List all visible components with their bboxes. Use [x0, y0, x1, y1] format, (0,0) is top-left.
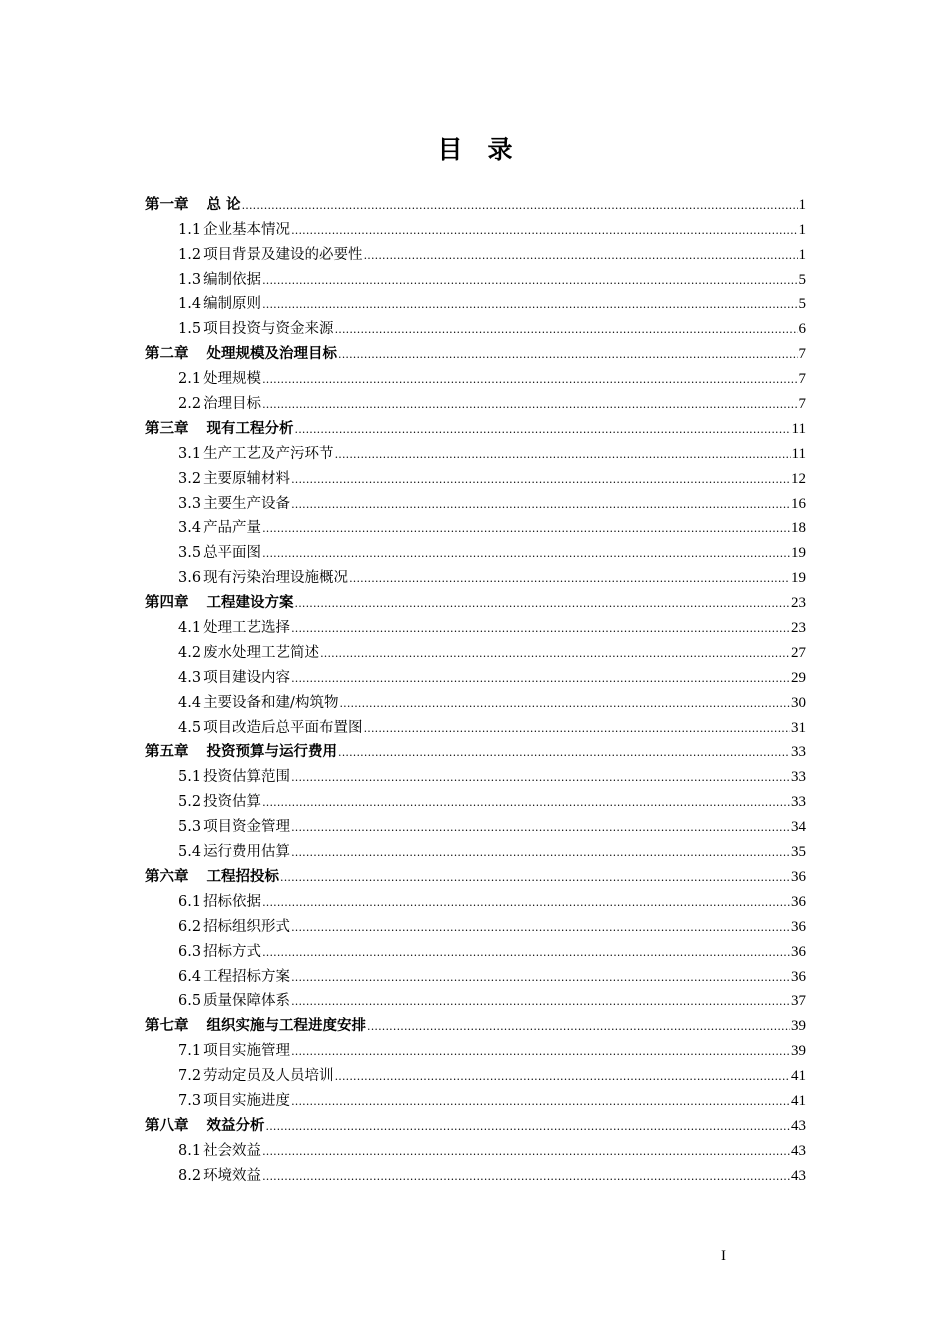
- page-number: I: [721, 1248, 726, 1264]
- toc-entry-title: 总 论: [206, 195, 241, 213]
- toc-entry-number: 1.3: [178, 271, 202, 288]
- toc-dot-leader: [291, 843, 790, 861]
- toc-entry-number: 1.4: [178, 296, 202, 313]
- toc-section-entry[interactable]: [145, 961, 806, 986]
- toc-entry-heading: [178, 719, 363, 737]
- toc-dot-leader: [262, 519, 790, 537]
- toc-entry-number: 1.1: [178, 221, 202, 238]
- toc-page-number: 39: [791, 1018, 806, 1035]
- toc-entry-number: 5.2: [178, 794, 202, 811]
- toc-dot-leader: [291, 470, 790, 488]
- toc-entry-heading: [178, 246, 363, 264]
- toc-entry-number: 6.1: [178, 893, 202, 910]
- toc-page-number: 31: [791, 719, 806, 736]
- toc-entry-title: 招标依据: [203, 893, 262, 910]
- toc-dot-leader: [266, 1117, 791, 1135]
- toc-entry-title: 项目资金管理: [203, 819, 291, 836]
- toc-dot-leader: [242, 196, 798, 214]
- toc-section-entry[interactable]: [145, 513, 806, 538]
- toc-entry-heading: [178, 619, 290, 637]
- toc-entry-heading: [178, 544, 261, 562]
- toc-dot-leader: [291, 619, 790, 637]
- toc-page-number: 5: [798, 271, 806, 288]
- toc-section-entry[interactable]: [145, 1035, 806, 1060]
- toc-entry-title: 治理目标: [203, 396, 262, 413]
- toc-section-entry[interactable]: [145, 438, 806, 463]
- toc-entry-number: 2.2: [178, 396, 202, 413]
- toc-entry-title: 主要设备和建/构筑物: [203, 694, 339, 711]
- toc-entry-number: 4.4: [178, 694, 202, 711]
- toc-entry-title: 编制原则: [203, 296, 262, 313]
- toc-page-number: 30: [791, 694, 806, 711]
- toc-entry-title: 项目建设内容: [203, 669, 291, 686]
- toc-entry-heading: [145, 196, 241, 214]
- toc-page-number: 36: [791, 918, 806, 935]
- toc-page-number: 43: [791, 1142, 806, 1159]
- toc-page-number: 36: [791, 893, 806, 910]
- toc-dot-leader: [338, 743, 790, 761]
- toc-page-number: 1: [798, 221, 806, 238]
- toc-page-number: 39: [791, 1043, 806, 1060]
- toc-entry-title: 投资预算与运行费用: [206, 743, 337, 761]
- toc-entry-number: 第五章: [145, 743, 189, 761]
- toc-entry-title: 总平面图: [203, 545, 262, 562]
- toc-dot-leader: [295, 420, 791, 438]
- toc-entry-title: 编制依据: [203, 271, 262, 288]
- toc-section-entry[interactable]: [145, 488, 806, 513]
- toc-page-number: 37: [791, 993, 806, 1010]
- toc-entry-number: 3.3: [178, 495, 202, 512]
- toc-dot-leader: [364, 246, 798, 264]
- toc-entry-title: 社会效益: [203, 1142, 262, 1159]
- toc-page-number: 19: [791, 570, 806, 587]
- toc-entry-number: 6.4: [178, 968, 202, 985]
- toc-page-number: 12: [791, 470, 806, 487]
- toc-dot-leader: [262, 1142, 790, 1160]
- toc-entry-title: 项目实施管理: [203, 1043, 291, 1060]
- toc-dot-leader: [262, 943, 790, 961]
- toc-section-entry[interactable]: [145, 463, 806, 488]
- toc-entry-title: 企业基本情况: [203, 221, 291, 238]
- toc-entry-number: 第一章: [145, 195, 189, 213]
- toc-entry-heading: [145, 1017, 366, 1035]
- toc-entry-title: 投资估算: [203, 794, 262, 811]
- toc-entry-title: 组织实施与工程进度安排: [206, 1017, 366, 1035]
- toc-page-number: 5: [798, 296, 806, 313]
- toc-dot-leader: [262, 271, 797, 289]
- toc-section-entry[interactable]: [145, 911, 806, 936]
- toc-entry-number: 7.3: [178, 1092, 202, 1109]
- toc-entry-heading: [178, 295, 261, 313]
- toc-entry-title: 项目背景及建设的必要性: [203, 246, 363, 263]
- toc-entry-heading: [178, 1092, 290, 1110]
- toc-section-entry[interactable]: [145, 1135, 806, 1160]
- toc-page-number: 36: [791, 968, 806, 985]
- toc-dot-leader: [291, 495, 790, 513]
- toc-entry-heading: [178, 694, 338, 712]
- toc-entry-heading: [178, 943, 261, 961]
- toc-dot-leader: [262, 793, 790, 811]
- toc-entry-number: 5.4: [178, 844, 202, 861]
- toc-entry-number: 3.4: [178, 520, 202, 537]
- toc-chapter-entry[interactable]: [145, 413, 806, 438]
- toc-entry-number: 第四章: [145, 594, 189, 612]
- toc-page-number: 7: [798, 346, 806, 363]
- page-title: 目 录: [437, 135, 513, 164]
- toc-dot-leader: [335, 1067, 790, 1085]
- toc-page-number: 41: [791, 1092, 806, 1109]
- toc-entry-number: 第七章: [145, 1017, 189, 1035]
- toc-section-entry[interactable]: [145, 388, 806, 413]
- toc-page-number: 7: [798, 396, 806, 413]
- toc-dot-leader: [291, 818, 790, 836]
- toc-section-entry[interactable]: [145, 936, 806, 961]
- toc-dot-leader: [364, 719, 790, 737]
- toc-page-number: 23: [791, 620, 806, 637]
- toc-entry-heading: [145, 345, 337, 363]
- toc-section-entry[interactable]: [145, 289, 806, 314]
- toc-entry-number: 7.2: [178, 1068, 202, 1085]
- toc-entry-title: 处理规模: [203, 371, 262, 388]
- toc-entry-title: 项目投资与资金来源: [203, 321, 334, 338]
- toc-entry-title: 处理工艺选择: [203, 620, 291, 637]
- toc-dot-leader: [335, 320, 798, 338]
- toc-entry-heading: [178, 320, 334, 338]
- toc-section-entry[interactable]: [145, 786, 806, 811]
- toc-section-entry[interactable]: [145, 239, 806, 264]
- toc-section-entry[interactable]: [145, 1060, 806, 1085]
- toc-entry-heading: [145, 594, 294, 612]
- toc-section-entry[interactable]: [145, 886, 806, 911]
- toc-page-number: 43: [791, 1167, 806, 1184]
- toc-entry-heading: [145, 1117, 265, 1135]
- toc-entry-heading: [178, 669, 290, 687]
- toc-page-number: 33: [791, 769, 806, 786]
- toc-section-entry[interactable]: [145, 836, 806, 861]
- toc-entry-number: 2.1: [178, 371, 202, 388]
- toc-dot-leader: [291, 1042, 790, 1060]
- toc-entry-heading: [145, 743, 337, 761]
- table-of-contents: [145, 189, 806, 1185]
- toc-dot-leader: [338, 345, 798, 363]
- toc-section-entry[interactable]: [145, 811, 806, 836]
- toc-dot-leader: [262, 544, 790, 562]
- toc-chapter-entry[interactable]: [145, 1010, 806, 1035]
- toc-page-number: 7: [798, 371, 806, 388]
- toc-entry-title: 工程招标方案: [203, 968, 291, 985]
- toc-entry-number: 第八章: [145, 1116, 189, 1134]
- toc-section-entry[interactable]: [145, 313, 806, 338]
- toc-chapter-entry[interactable]: [145, 587, 806, 612]
- toc-entry-title: 现有污染治理设施概况: [203, 570, 349, 587]
- toc-entry-title: 主要原辅材料: [203, 470, 291, 487]
- toc-entry-heading: [178, 370, 261, 388]
- toc-entry-heading: [178, 1067, 334, 1085]
- toc-entry-heading: [178, 1142, 261, 1160]
- toc-entry-title: 劳动定员及人员培训: [203, 1068, 334, 1085]
- toc-entry-title: 项目实施进度: [203, 1092, 291, 1109]
- toc-dot-leader: [262, 1167, 790, 1185]
- toc-dot-leader: [291, 221, 797, 239]
- toc-entry-number: 5.3: [178, 819, 202, 836]
- toc-entry-number: 3.5: [178, 545, 202, 562]
- toc-entry-title: 处理规模及治理目标: [206, 345, 337, 363]
- toc-entry-number: 1.5: [178, 321, 202, 338]
- toc-entry-number: 第三章: [145, 419, 189, 437]
- toc-section-entry[interactable]: [145, 662, 806, 687]
- toc-entry-heading: [178, 968, 290, 986]
- toc-page-number: 16: [791, 495, 806, 512]
- toc-entry-title: 工程招投标: [206, 867, 279, 885]
- toc-chapter-entry[interactable]: [145, 861, 806, 886]
- toc-entry-title: 运行费用估算: [203, 844, 291, 861]
- toc-entry-heading: [178, 445, 334, 463]
- toc-page-number: 35: [791, 844, 806, 861]
- toc-dot-leader: [262, 893, 790, 911]
- toc-entry-title: 投资估算范围: [203, 769, 291, 786]
- toc-section-entry[interactable]: [145, 712, 806, 737]
- toc-dot-leader: [262, 295, 797, 313]
- toc-dot-leader: [291, 669, 790, 687]
- toc-page-number: 11: [791, 445, 806, 462]
- toc-page-number: 29: [791, 669, 806, 686]
- toc-section-entry[interactable]: [145, 537, 806, 562]
- toc-entry-heading: [178, 918, 290, 936]
- toc-entry-heading: [178, 470, 290, 488]
- toc-entry-number: 7.1: [178, 1043, 202, 1060]
- toc-entry-title: 质量保障体系: [203, 993, 291, 1010]
- toc-chapter-entry[interactable]: [145, 338, 806, 363]
- toc-dot-leader: [280, 868, 790, 886]
- toc-dot-leader: [291, 768, 790, 786]
- toc-dot-leader: [295, 594, 791, 612]
- toc-dot-leader: [339, 694, 790, 712]
- toc-entry-number: 4.5: [178, 719, 202, 736]
- toc-entry-number: 6.5: [178, 993, 202, 1010]
- toc-dot-leader: [291, 1092, 790, 1110]
- toc-entry-title: 招标组织形式: [203, 918, 291, 935]
- toc-entry-number: 3.2: [178, 470, 202, 487]
- toc-entry-title: 工程建设方案: [206, 594, 294, 612]
- toc-page-number: 33: [791, 794, 806, 811]
- toc-entry-number: 6.2: [178, 918, 202, 935]
- toc-entry-heading: [178, 992, 290, 1010]
- toc-section-entry[interactable]: [145, 986, 806, 1011]
- toc-entry-title: 产品产量: [203, 520, 262, 537]
- toc-page-number: 1: [798, 246, 806, 263]
- toc-entry-number: 8.2: [178, 1167, 202, 1184]
- toc-page-number: 36: [791, 943, 806, 960]
- toc-entry-number: 3.1: [178, 445, 202, 462]
- toc-dot-leader: [291, 992, 790, 1010]
- toc-entry-heading: [178, 893, 261, 911]
- toc-dot-leader: [320, 644, 790, 662]
- toc-entry-heading: [178, 644, 319, 662]
- toc-page-number: 27: [791, 644, 806, 661]
- toc-page-number: 23: [791, 595, 806, 612]
- toc-entry-heading: [178, 793, 261, 811]
- toc-entry-heading: [178, 221, 290, 239]
- toc-entry-number: 第二章: [145, 345, 189, 363]
- toc-dot-leader: [262, 395, 797, 413]
- toc-entry-title: 项目改造后总平面布置图: [203, 719, 363, 736]
- toc-entry-number: 1.2: [178, 246, 202, 263]
- toc-entry-heading: [178, 818, 290, 836]
- toc-entry-number: 4.1: [178, 620, 202, 637]
- toc-section-entry[interactable]: [145, 687, 806, 712]
- toc-entry-heading: [178, 519, 261, 537]
- toc-dot-leader: [262, 370, 797, 388]
- toc-entry-heading: [178, 768, 290, 786]
- toc-chapter-entry[interactable]: [145, 737, 806, 762]
- toc-entry-heading: [178, 843, 290, 861]
- toc-section-entry[interactable]: [145, 612, 806, 637]
- toc-section-entry[interactable]: [145, 214, 806, 239]
- toc-dot-leader: [291, 968, 790, 986]
- toc-entry-title: 主要生产设备: [203, 495, 291, 512]
- toc-section-entry[interactable]: [145, 1160, 806, 1185]
- toc-section-entry[interactable]: [145, 1085, 806, 1110]
- toc-entry-title: 废水处理工艺简述: [203, 644, 320, 661]
- toc-page-number: 18: [791, 520, 806, 537]
- toc-page-number: 36: [791, 868, 806, 885]
- toc-page-number: 41: [791, 1068, 806, 1085]
- toc-dot-leader: [335, 445, 791, 463]
- toc-section-entry[interactable]: [145, 761, 806, 786]
- toc-entry-heading: [178, 569, 348, 587]
- toc-page-number: 34: [791, 819, 806, 836]
- toc-dot-leader: [291, 918, 790, 936]
- toc-page-number: 6: [798, 321, 806, 338]
- toc-page-number: 33: [791, 744, 806, 761]
- toc-page-number: 11: [791, 420, 806, 437]
- toc-entry-title: 效益分析: [206, 1116, 265, 1134]
- toc-entry-number: 6.3: [178, 943, 202, 960]
- toc-entry-heading: [178, 1042, 290, 1060]
- toc-entry-number: 第六章: [145, 867, 189, 885]
- toc-entry-title: 招标方式: [203, 943, 262, 960]
- toc-entry-title: 现有工程分析: [206, 419, 294, 437]
- toc-dot-leader: [349, 569, 790, 587]
- toc-chapter-entry[interactable]: [145, 189, 806, 214]
- toc-section-entry[interactable]: [145, 637, 806, 662]
- toc-section-entry[interactable]: [145, 264, 806, 289]
- toc-entry-heading: [145, 868, 279, 886]
- toc-dot-leader: [367, 1017, 790, 1035]
- toc-page-number: 1: [798, 196, 806, 213]
- toc-entry-heading: [178, 395, 261, 413]
- toc-entry-title: 生产工艺及产污环节: [203, 445, 334, 462]
- toc-section-entry[interactable]: [145, 562, 806, 587]
- toc-entry-heading: [178, 271, 261, 289]
- toc-entry-heading: [178, 495, 290, 513]
- toc-section-entry[interactable]: [145, 363, 806, 388]
- toc-entry-heading: [145, 420, 294, 438]
- toc-page-number: 19: [791, 545, 806, 562]
- toc-entry-number: 3.6: [178, 570, 202, 587]
- toc-entry-number: 4.3: [178, 669, 202, 686]
- toc-entry-number: 4.2: [178, 644, 202, 661]
- toc-entry-number: 5.1: [178, 769, 202, 786]
- toc-entry-heading: [178, 1167, 261, 1185]
- toc-page-number: 43: [791, 1117, 806, 1134]
- toc-chapter-entry[interactable]: [145, 1110, 806, 1135]
- toc-entry-number: 8.1: [178, 1142, 202, 1159]
- toc-entry-title: 环境效益: [203, 1167, 262, 1184]
